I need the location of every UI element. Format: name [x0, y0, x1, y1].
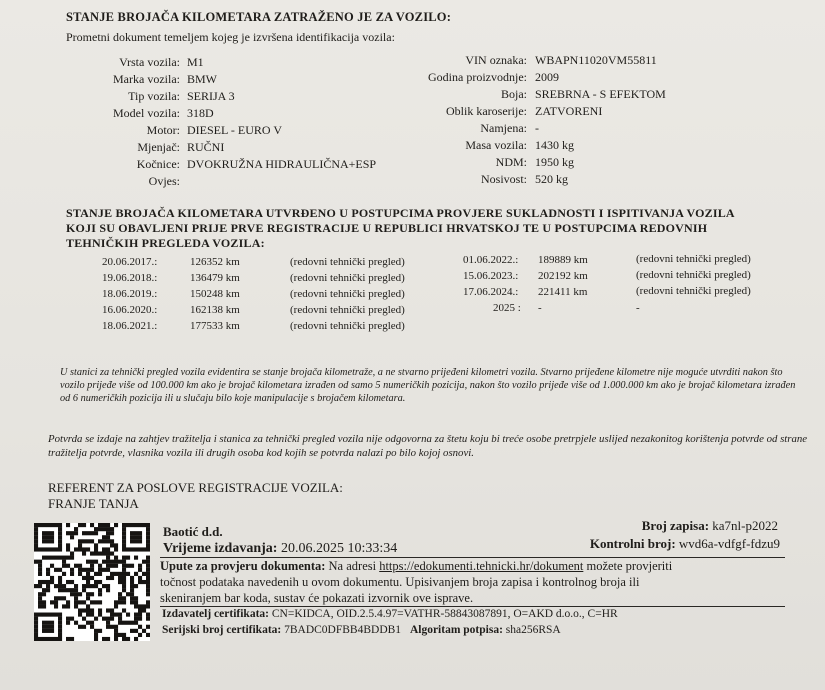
color-value: SREBRNA - S EFEKTOM: [535, 87, 666, 101]
qr-icon: [34, 523, 150, 641]
history-date: 2025 :: [493, 302, 521, 314]
certificate-issuer-label: Izdavatelj certifikata:: [162, 608, 269, 620]
vin-value: WBAPN11020VM55811: [535, 53, 657, 67]
vehicle-make-value: BMW: [187, 72, 217, 86]
issued-time: [163, 541, 397, 557]
vehicle-type-label: Vrsta vozila:: [119, 55, 180, 69]
production-year-value: 2009: [535, 70, 559, 84]
control-number-label: Kontrolni broj:: [589, 536, 676, 551]
inspection-heading-line-2: KOJI SU OBAVLJENI PRIJE PRVE REGISTRACIJE U REPUBLICI HRVATSKOJ TE U POSTUPCIMA REDOVNIH: [66, 221, 708, 235]
purpose-value: -: [535, 121, 539, 135]
certificate-issuer: [162, 608, 618, 620]
company-name: Baotić d.d.: [163, 524, 223, 539]
vehicle-model-value: 318D: [187, 106, 214, 120]
vehicle-brakes-value: DVOKRUŽNA HIDRAULIČNA+ESP: [187, 157, 377, 171]
history-date: 01.06.2022.:: [463, 254, 519, 266]
history-date: 17.06.2024.:: [463, 286, 519, 298]
verify-line-1: [160, 559, 672, 574]
max-mass-value: 1950 kg: [535, 155, 574, 169]
signature-algorithm-label: Algoritam potpisa:: [409, 624, 503, 636]
verify-rest: možete provjeriti: [586, 559, 673, 573]
history-km: 126352 km: [190, 256, 240, 268]
vehicle-series-label: Tip vozila:: [128, 89, 180, 103]
verify-prefix: Na adresi: [328, 559, 377, 573]
verification-qr-code[interactable]: [34, 523, 150, 641]
vehicle-engine-label: Motor:: [146, 123, 180, 137]
certificate-serial: [162, 624, 561, 636]
history-km: 150248 km: [190, 288, 240, 300]
history-date: 18.06.2019.:: [102, 288, 158, 300]
color-label: Boja:: [501, 87, 527, 101]
vehicle-suspension-label: Ovjes:: [148, 174, 180, 188]
verify-line-2: točnost podataka navedenih u ovom dokumentu. Upisivanjem broja zapisa i kontrolnog broja ili: [160, 575, 640, 589]
history-km: 162138 km: [190, 304, 240, 316]
vehicle-type-value: M1: [187, 55, 204, 69]
history-date: 18.06.2021.:: [102, 320, 158, 332]
history-date: 16.06.2020.:: [102, 304, 158, 316]
certificate-serial-label: Serijski broj certifikata:: [162, 624, 282, 636]
vehicle-engine-value: DIESEL - EURO V: [187, 123, 282, 137]
control-number-value: wvd6a-vdfgf-fdzu9: [678, 536, 780, 551]
referent-title: REFERENT ZA POSLOVE REGISTRACIJE VOZILA:: [48, 480, 343, 495]
verify-label: Upute za provjeru dokumenta:: [160, 559, 326, 573]
history-date: 20.06.2017.:: [102, 256, 158, 268]
inspection-heading-line-3: TEHNIČKIH PREGLEDA VOZILA:: [66, 236, 265, 250]
control-number: [590, 536, 780, 552]
vehicle-mass-label: Masa vozila:: [465, 138, 527, 152]
vehicle-model-label: Model vozila:: [113, 106, 180, 120]
history-km: 189889 km: [538, 254, 588, 266]
referent-name: FRANJE TANJA: [48, 496, 139, 511]
purpose-label: Namjena:: [480, 121, 527, 135]
history-type: (redovni tehnički pregled): [290, 256, 405, 268]
history-km: -: [538, 302, 542, 314]
history-km: 221411 km: [538, 286, 588, 298]
inspection-heading-line-1: STANJE BROJAČA KILOMETARA UTVRĐENO U POSTUPCIMA PROVJERE SUKLADNOSTI I ISPITIVANJA VOZILA: [66, 206, 735, 220]
verify-line-3: skeniranjem bar koda, sustav će pokazati izvornik ove isprave.: [160, 591, 474, 605]
document-title: STANJE BROJAČA KILOMETARA ZATRAŽENO JE ZA VOZILO:: [66, 10, 452, 24]
vehicle-brakes-label: Kočnice:: [136, 157, 180, 171]
vehicle-mass-value: 1430 kg: [535, 138, 574, 152]
payload-value: 520 kg: [535, 172, 568, 186]
certificate-issuer-value: CN=KIDCA, OID.2.5.4.97=VATHR-58843087891, O=AKD d.o.o., C=HR: [271, 608, 618, 620]
odometer-disclaimer: U stanici za tehnički pregled vozila evidentira se stanje brojača kilometraže, a ne stvarno prijeđeni kilometri vozila. Stvarno prijeđene kilometre nije moguće utvrditi nakon što vozilo prijeđe više od 100.000 km ako je brojač kilometara izrađen od samo 5 numeričkih pozicija, nakon što vozilo prijeđe više od 1.000.000 km ako je brojač kilometara izrađen od 6 numeričkih pozicija ili u slučaju bilo koje manipulacije s brojačem kilometara.: [60, 367, 796, 404]
payload-label: Nosivost:: [480, 172, 527, 186]
history-km: 136479 km: [190, 272, 240, 284]
vehicle-gearbox-label: Mjenjač:: [137, 140, 180, 154]
record-number-label: Broj zapisa:: [641, 518, 710, 533]
history-type: (redovni tehnički pregled): [636, 285, 751, 297]
history-date: 15.06.2023.:: [463, 270, 519, 282]
issued-time-value: 20.06.2025 10:33:34: [280, 541, 398, 556]
certificate-serial-value: 7BADC0DFBB4BDDB1: [284, 624, 402, 636]
history-type: (redovni tehnički pregled): [636, 253, 751, 265]
history-type: (redovni tehnički pregled): [290, 320, 405, 332]
record-number: [642, 518, 778, 534]
issued-time-label: Vrijeme izdavanja:: [163, 541, 278, 556]
history-type: (redovni tehnički pregled): [290, 272, 405, 284]
body-shape-value: ZATVORENI: [535, 104, 603, 118]
record-number-value: ka7nl-p2022: [712, 518, 778, 533]
vehicle-make-label: Marka vozila:: [113, 72, 180, 86]
production-year-label: Godina proizvodnje:: [428, 70, 527, 84]
vin-label: VIN oznaka:: [465, 53, 527, 67]
max-mass-label: NDM:: [495, 155, 527, 169]
vehicle-gearbox-value: RUČNI: [187, 140, 225, 154]
vehicle-series-value: SERIJA 3: [187, 89, 235, 103]
history-type: (redovni tehnički pregled): [636, 269, 751, 281]
history-type: (redovni tehnički pregled): [290, 288, 405, 300]
liability-notice: Potvrda se izdaje na zahtjev tražitelja i stanica za tehnički pregled vozila nije odgovorna za štetu koju bi treće osobe pretrpjele uslijed nezakonitog korištenja potvrde od strane tražitelja potvrde, vlasnika vozila ili drugih osoba kod kojih se potvrda nalazi po bilo kojoj osnovi.: [48, 433, 808, 459]
history-type: -: [636, 302, 640, 314]
history-date: 19.06.2018.:: [102, 272, 158, 284]
signature-algorithm-value: sha256RSA: [505, 624, 561, 636]
verify-link[interactable]: https://edokumenti.tehnicki.hr/dokument: [379, 559, 584, 573]
history-km: 177533 km: [190, 320, 240, 332]
document-subtitle: Prometni dokument temeljem kojeg je izvršena identifikacija vozila:: [66, 30, 395, 44]
history-km: 202192 km: [538, 270, 588, 282]
body-shape-label: Oblik karoserije:: [446, 104, 527, 118]
history-type: (redovni tehnički pregled): [290, 304, 405, 316]
